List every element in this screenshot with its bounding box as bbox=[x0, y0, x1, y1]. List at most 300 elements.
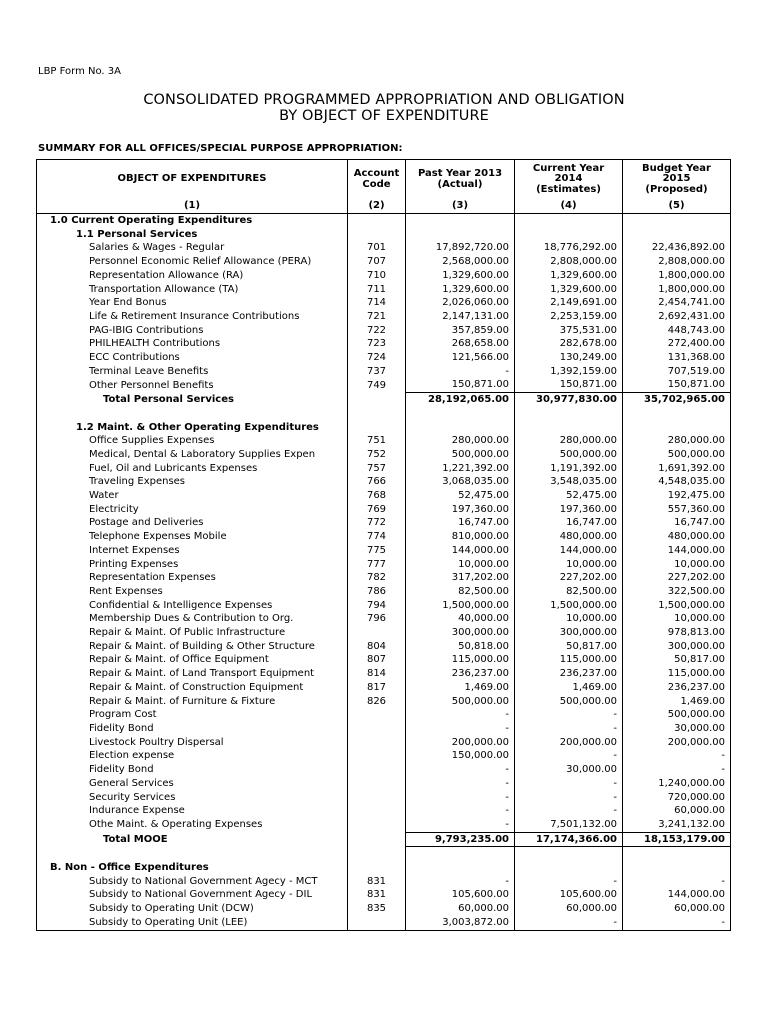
expense-label: Election expense bbox=[37, 749, 348, 763]
amount-2014: - bbox=[515, 791, 623, 805]
amount-2013: 105,600.00 bbox=[406, 888, 515, 902]
empty-cell bbox=[515, 407, 623, 421]
amount-2013: 500,000.00 bbox=[406, 695, 515, 709]
expense-label: Repair & Maint. of Building & Other Structure bbox=[37, 640, 348, 654]
expense-label: Other Personnel Benefits bbox=[37, 378, 348, 392]
amount-2013: 16,747.00 bbox=[406, 516, 515, 530]
amount-2015: 448,743.00 bbox=[667, 324, 725, 336]
amount-2013: 1,221,392.00 bbox=[406, 462, 515, 476]
expense-label: Life & Retirement Insurance Contributions bbox=[37, 310, 348, 324]
account-code: 794 bbox=[348, 599, 406, 613]
amount-2015: 272,400.00 bbox=[667, 338, 725, 350]
total-2013: 9,793,235.00 bbox=[406, 832, 515, 847]
expense-label: Postage and Deliveries bbox=[37, 516, 348, 530]
amount-2014: 236,237.00 bbox=[515, 667, 623, 681]
amount-2014: - bbox=[515, 708, 623, 722]
account-code: 724 bbox=[348, 351, 406, 365]
account-code: 786 bbox=[348, 585, 406, 599]
account-code: 723 bbox=[348, 337, 406, 351]
account-code: 796 bbox=[348, 612, 406, 626]
account-code bbox=[348, 708, 406, 722]
header-budget-year: Budget Year 2015 (Proposed) bbox=[642, 162, 711, 195]
amount-2013: 280,000.00 bbox=[406, 434, 515, 448]
expense-label: Subsidy to National Government Agecy - DIL bbox=[37, 888, 348, 902]
account-code: 714 bbox=[348, 296, 406, 310]
expense-label: Traveling Expenses bbox=[37, 475, 348, 489]
account-code bbox=[348, 393, 406, 407]
table-row bbox=[37, 888, 731, 902]
table-row bbox=[37, 653, 731, 667]
amount-2015: 500,000.00 bbox=[667, 709, 725, 721]
amount-2013: 268,658.00 bbox=[406, 337, 515, 351]
amount-2013: 300,000.00 bbox=[406, 626, 515, 640]
empty-cell bbox=[515, 228, 623, 242]
table-row bbox=[37, 310, 731, 324]
table-row bbox=[37, 612, 731, 626]
account-code: 722 bbox=[348, 324, 406, 338]
amount-2015: 300,000.00 bbox=[667, 640, 725, 652]
table-row bbox=[37, 722, 731, 736]
amount-2013: - bbox=[406, 777, 515, 791]
empty-cell bbox=[37, 847, 348, 861]
header-account-code: Account Code bbox=[348, 160, 406, 200]
amount-2013: 52,475.00 bbox=[406, 489, 515, 503]
table-row bbox=[37, 530, 731, 544]
total-label: Total MOOE bbox=[37, 832, 348, 847]
amount-2014: 1,191,392.00 bbox=[515, 462, 623, 476]
table-row bbox=[37, 585, 731, 599]
amount-2013: 60,000.00 bbox=[406, 902, 515, 916]
amount-2015: 60,000.00 bbox=[674, 805, 725, 817]
table-row bbox=[37, 736, 731, 750]
table-row bbox=[37, 695, 731, 709]
section-heading-row bbox=[37, 861, 731, 875]
table-row bbox=[37, 708, 731, 722]
empty-cell bbox=[37, 407, 348, 421]
expense-label: Livestock Poultry Dispersal bbox=[37, 736, 348, 750]
account-code: 814 bbox=[348, 667, 406, 681]
col-num-3: (3) bbox=[406, 199, 515, 214]
section-heading-row bbox=[37, 228, 731, 242]
amount-2015: 1,800,000.00 bbox=[658, 269, 725, 281]
amount-2014: 480,000.00 bbox=[515, 530, 623, 544]
amount-2015: - bbox=[721, 875, 725, 887]
expense-label: Program Cost bbox=[37, 708, 348, 722]
amount-2013: 2,026,060.00 bbox=[406, 296, 515, 310]
empty-cell bbox=[406, 228, 515, 242]
empty-cell bbox=[623, 421, 731, 435]
account-code bbox=[348, 916, 406, 930]
amount-2014: 500,000.00 bbox=[515, 448, 623, 462]
table-row bbox=[37, 462, 731, 476]
amount-2014: 1,500,000.00 bbox=[515, 599, 623, 613]
amount-2013: 1,500,000.00 bbox=[406, 599, 515, 613]
table-row bbox=[37, 365, 731, 379]
table-row bbox=[37, 777, 731, 791]
amount-2015: 200,000.00 bbox=[667, 736, 725, 748]
amount-2015: 1,800,000.00 bbox=[658, 283, 725, 295]
amount-2014: 105,600.00 bbox=[515, 888, 623, 902]
expense-label: ECC Contributions bbox=[37, 351, 348, 365]
amount-2014: 115,000.00 bbox=[515, 653, 623, 667]
amount-2013: 197,360.00 bbox=[406, 503, 515, 517]
amount-2013: 50,818.00 bbox=[406, 640, 515, 654]
amount-2015: 2,692,431.00 bbox=[658, 310, 725, 322]
amount-2014: 52,475.00 bbox=[515, 489, 623, 503]
amount-2015: 16,747.00 bbox=[674, 517, 725, 529]
amount-2013: 1,329,600.00 bbox=[406, 269, 515, 283]
amount-2015: 192,475.00 bbox=[667, 490, 725, 502]
expense-label: Transportation Allowance (TA) bbox=[37, 283, 348, 297]
section-heading-row bbox=[37, 421, 731, 435]
table-row bbox=[37, 351, 731, 365]
table-row bbox=[37, 489, 731, 503]
account-code bbox=[348, 626, 406, 640]
account-code: 721 bbox=[348, 310, 406, 324]
expense-label: Membership Dues & Contribution to Org. bbox=[37, 612, 348, 626]
header-object: OBJECT OF EXPENDITURES bbox=[37, 160, 348, 200]
account-code: 710 bbox=[348, 269, 406, 283]
account-code: 772 bbox=[348, 516, 406, 530]
amount-2013: 810,000.00 bbox=[406, 530, 515, 544]
expense-label: Internet Expenses bbox=[37, 544, 348, 558]
expense-label: Terminal Leave Benefits bbox=[37, 365, 348, 379]
table-row bbox=[37, 255, 731, 269]
expense-label: Telephone Expenses Mobile bbox=[37, 530, 348, 544]
amount-2015: 144,000.00 bbox=[667, 889, 725, 901]
amount-2013: 200,000.00 bbox=[406, 736, 515, 750]
form-number: LBP Form No. 3A bbox=[38, 66, 121, 77]
section-label: 1.1 Personal Services bbox=[37, 228, 348, 242]
expenditure-table bbox=[36, 159, 731, 931]
amount-2014: - bbox=[515, 804, 623, 818]
amount-2014: 30,000.00 bbox=[515, 763, 623, 777]
expense-label: Indurance Expense bbox=[37, 804, 348, 818]
amount-2014: 1,392,159.00 bbox=[515, 365, 623, 379]
table-row bbox=[37, 516, 731, 530]
empty-cell bbox=[348, 421, 406, 435]
amount-2015: 1,500,000.00 bbox=[658, 599, 725, 611]
empty-cell bbox=[623, 214, 731, 228]
amount-2014: 10,000.00 bbox=[515, 612, 623, 626]
account-code bbox=[348, 749, 406, 763]
amount-2014: 2,149,691.00 bbox=[515, 296, 623, 310]
total-2015: 18,153,179.00 bbox=[623, 832, 731, 847]
empty-cell bbox=[406, 847, 515, 861]
section-label: 1.0 Current Operating Expenditures bbox=[37, 214, 348, 228]
empty-cell bbox=[406, 214, 515, 228]
empty-cell bbox=[515, 861, 623, 875]
amount-2014: 2,808,000.00 bbox=[515, 255, 623, 269]
table-body bbox=[37, 214, 731, 931]
empty-cell bbox=[348, 214, 406, 228]
summary-heading: SUMMARY FOR ALL OFFICES/SPECIAL PURPOSE APPROPRIATION: bbox=[38, 143, 403, 154]
amount-2014: 150,871.00 bbox=[515, 378, 623, 392]
amount-2015: 707,519.00 bbox=[667, 365, 725, 377]
amount-2014: - bbox=[515, 722, 623, 736]
account-code: 737 bbox=[348, 365, 406, 379]
spacer-row bbox=[37, 407, 731, 421]
amount-2015: 720,000.00 bbox=[667, 791, 725, 803]
table-row bbox=[37, 558, 731, 572]
amount-2015: 50,817.00 bbox=[674, 654, 725, 666]
empty-cell bbox=[406, 407, 515, 421]
table-row bbox=[37, 916, 731, 930]
empty-cell bbox=[348, 407, 406, 421]
table-row bbox=[37, 804, 731, 818]
empty-cell bbox=[515, 847, 623, 861]
amount-2013: 357,859.00 bbox=[406, 324, 515, 338]
amount-2015: 280,000.00 bbox=[667, 435, 725, 447]
expense-label: Subsidy to National Government Agecy - MCT bbox=[37, 875, 348, 889]
account-code bbox=[348, 791, 406, 805]
table-row bbox=[37, 626, 731, 640]
amount-2013: 10,000.00 bbox=[406, 558, 515, 572]
amount-2014: 130,249.00 bbox=[515, 351, 623, 365]
table-row bbox=[37, 763, 731, 777]
amount-2013: 121,566.00 bbox=[406, 351, 515, 365]
empty-cell bbox=[406, 421, 515, 435]
account-code: 766 bbox=[348, 475, 406, 489]
empty-cell bbox=[348, 861, 406, 875]
table-row bbox=[37, 475, 731, 489]
amount-2014: 300,000.00 bbox=[515, 626, 623, 640]
table-row bbox=[37, 875, 731, 889]
col-num-2: (2) bbox=[348, 199, 406, 214]
document-subtitle: BY OBJECT OF EXPENDITURE bbox=[279, 108, 489, 124]
amount-2013: 500,000.00 bbox=[406, 448, 515, 462]
amount-2014: 200,000.00 bbox=[515, 736, 623, 750]
expense-label: Repair & Maint. of Furniture & Fixture bbox=[37, 695, 348, 709]
amount-2013: - bbox=[406, 722, 515, 736]
amount-2014: 227,202.00 bbox=[515, 571, 623, 585]
account-code: 804 bbox=[348, 640, 406, 654]
amount-2015: 10,000.00 bbox=[674, 558, 725, 570]
amount-2015: - bbox=[721, 764, 725, 776]
table-row bbox=[37, 296, 731, 310]
account-code: 826 bbox=[348, 695, 406, 709]
table-row bbox=[37, 749, 731, 763]
amount-2014: 375,531.00 bbox=[515, 324, 623, 338]
amount-2014: 82,500.00 bbox=[515, 585, 623, 599]
table-row bbox=[37, 681, 731, 695]
expense-label: Fidelity Bond bbox=[37, 763, 348, 777]
amount-2015: 144,000.00 bbox=[667, 544, 725, 556]
section-heading-row bbox=[37, 214, 731, 228]
amount-2015: 1,469.00 bbox=[680, 695, 725, 707]
expense-label: Repair & Maint. of Office Equipment bbox=[37, 653, 348, 667]
account-code bbox=[348, 763, 406, 777]
amount-2013: 115,000.00 bbox=[406, 653, 515, 667]
amount-2013: 236,237.00 bbox=[406, 667, 515, 681]
amount-2015: 1,240,000.00 bbox=[658, 777, 725, 789]
amount-2013: - bbox=[406, 708, 515, 722]
amount-2013: 2,147,131.00 bbox=[406, 310, 515, 324]
table-row bbox=[37, 337, 731, 351]
table-row bbox=[37, 902, 731, 916]
table-row bbox=[37, 599, 731, 613]
expense-label: Representation Allowance (RA) bbox=[37, 269, 348, 283]
account-code: 817 bbox=[348, 681, 406, 695]
amount-2014: 280,000.00 bbox=[515, 434, 623, 448]
table-row bbox=[37, 378, 731, 392]
expense-label: Water bbox=[37, 489, 348, 503]
total-label: Total Personal Services bbox=[37, 393, 348, 407]
empty-cell bbox=[406, 861, 515, 875]
amount-2014: - bbox=[515, 749, 623, 763]
account-code: 707 bbox=[348, 255, 406, 269]
expense-label: Confidential & Intelligence Expenses bbox=[37, 599, 348, 613]
table-row bbox=[37, 818, 731, 832]
amount-2015: - bbox=[721, 916, 725, 928]
amount-2014: 144,000.00 bbox=[515, 544, 623, 558]
table-row bbox=[37, 283, 731, 297]
expense-label: Repair & Maint. Of Public Infrastructure bbox=[37, 626, 348, 640]
amount-2013: - bbox=[406, 791, 515, 805]
header-current-year: Current Year 2014 (Estimates) bbox=[515, 160, 623, 200]
account-code: 752 bbox=[348, 448, 406, 462]
section-label: 1.2 Maint. & Other Operating Expenditures bbox=[37, 421, 348, 435]
amount-2015: 115,000.00 bbox=[667, 668, 725, 680]
expense-label: Printing Expenses bbox=[37, 558, 348, 572]
amount-2015: 2,454,741.00 bbox=[658, 297, 725, 309]
amount-2014: 50,817.00 bbox=[515, 640, 623, 654]
account-code: 775 bbox=[348, 544, 406, 558]
amount-2015: 10,000.00 bbox=[674, 613, 725, 625]
amount-2014: 3,548,035.00 bbox=[515, 475, 623, 489]
amount-2013: 17,892,720.00 bbox=[406, 241, 515, 255]
header-past-year: Past Year 2013 (Actual) bbox=[406, 160, 515, 200]
amount-2013: 82,500.00 bbox=[406, 585, 515, 599]
account-code bbox=[348, 777, 406, 791]
col-num-1: (1) bbox=[37, 199, 348, 214]
empty-cell bbox=[515, 421, 623, 435]
expense-label: PHILHEALTH Contributions bbox=[37, 337, 348, 351]
expense-label: Representation Expenses bbox=[37, 571, 348, 585]
account-code: 835 bbox=[348, 902, 406, 916]
account-code bbox=[348, 722, 406, 736]
amount-2015: - bbox=[721, 750, 725, 762]
table-row bbox=[37, 640, 731, 654]
account-code: 777 bbox=[348, 558, 406, 572]
expense-label: Repair & Maint. of Land Transport Equipment bbox=[37, 667, 348, 681]
expense-label: Fidelity Bond bbox=[37, 722, 348, 736]
account-code: 831 bbox=[348, 888, 406, 902]
amount-2014: 10,000.00 bbox=[515, 558, 623, 572]
empty-cell bbox=[515, 214, 623, 228]
expense-label: Subsidy to Operating Unit (LEE) bbox=[37, 916, 348, 930]
expense-label: Year End Bonus bbox=[37, 296, 348, 310]
amount-2015: 480,000.00 bbox=[667, 531, 725, 543]
amount-2013: 1,469.00 bbox=[406, 681, 515, 695]
amount-2015: 322,500.00 bbox=[667, 585, 725, 597]
account-code: 774 bbox=[348, 530, 406, 544]
expense-label: PAG-IBIG Contributions bbox=[37, 324, 348, 338]
amount-2013: 150,000.00 bbox=[406, 749, 515, 763]
amount-2014: - bbox=[515, 777, 623, 791]
expense-label: Fuel, Oil and Lubricants Expenses bbox=[37, 462, 348, 476]
amount-2015: 3,241,132.00 bbox=[658, 818, 725, 830]
amount-2014: 2,253,159.00 bbox=[515, 310, 623, 324]
amount-2014: 1,469.00 bbox=[515, 681, 623, 695]
account-code: 701 bbox=[348, 241, 406, 255]
account-code bbox=[348, 818, 406, 832]
amount-2014: 197,360.00 bbox=[515, 503, 623, 517]
amount-2014: - bbox=[515, 916, 623, 930]
amount-2014: 282,678.00 bbox=[515, 337, 623, 351]
total-2014: 17,174,366.00 bbox=[515, 832, 623, 847]
table-row bbox=[37, 667, 731, 681]
table-row bbox=[37, 324, 731, 338]
amount-2015: 22,436,892.00 bbox=[651, 242, 725, 254]
amount-2013: - bbox=[406, 763, 515, 777]
expense-label: Medical, Dental & Laboratory Supplies Expen bbox=[37, 448, 348, 462]
amount-2015: 4,548,035.00 bbox=[658, 476, 725, 488]
header-row bbox=[37, 160, 731, 200]
column-number-row bbox=[37, 199, 731, 214]
amount-2013: - bbox=[406, 365, 515, 379]
account-code bbox=[348, 832, 406, 847]
amount-2014: - bbox=[515, 875, 623, 889]
total-2013: 28,192,065.00 bbox=[406, 393, 515, 407]
account-code bbox=[348, 804, 406, 818]
amount-2015: 557,360.00 bbox=[667, 503, 725, 515]
table-row bbox=[37, 269, 731, 283]
amount-2015: 2,808,000.00 bbox=[658, 256, 725, 268]
amount-2013: 1,329,600.00 bbox=[406, 283, 515, 297]
empty-cell bbox=[623, 407, 731, 421]
expense-label: General Services bbox=[37, 777, 348, 791]
amount-2013: 144,000.00 bbox=[406, 544, 515, 558]
amount-2013: 40,000.00 bbox=[406, 612, 515, 626]
amount-2015: 1,691,392.00 bbox=[658, 462, 725, 474]
empty-cell bbox=[623, 861, 731, 875]
expense-label: Security Services bbox=[37, 791, 348, 805]
expense-label: Personnel Economic Relief Allowance (PERA) bbox=[37, 255, 348, 269]
table-row bbox=[37, 791, 731, 805]
empty-cell bbox=[623, 228, 731, 242]
amount-2015: 150,871.00 bbox=[667, 379, 725, 391]
col-num-5: (5) bbox=[623, 199, 731, 214]
section-label: B. Non - Office Expenditures bbox=[37, 861, 348, 875]
amount-2015: 131,368.00 bbox=[667, 352, 725, 364]
account-code: 751 bbox=[348, 434, 406, 448]
amount-2013: - bbox=[406, 875, 515, 889]
total-row bbox=[37, 393, 731, 407]
amount-2015: 227,202.00 bbox=[667, 572, 725, 584]
empty-cell bbox=[348, 847, 406, 861]
amount-2014: 1,329,600.00 bbox=[515, 269, 623, 283]
table-row bbox=[37, 241, 731, 255]
amount-2015: 30,000.00 bbox=[674, 723, 725, 734]
amount-2014: 60,000.00 bbox=[515, 902, 623, 916]
spacer-row bbox=[37, 847, 731, 861]
total-2014: 30,977,830.00 bbox=[515, 393, 623, 407]
table-row bbox=[37, 571, 731, 585]
account-code: 711 bbox=[348, 283, 406, 297]
amount-2013: - bbox=[406, 818, 515, 832]
empty-cell bbox=[623, 847, 731, 861]
account-code: 782 bbox=[348, 571, 406, 585]
expense-label: Rent Expenses bbox=[37, 585, 348, 599]
amount-2015: 60,000.00 bbox=[674, 903, 725, 915]
total-row bbox=[37, 832, 731, 847]
empty-cell bbox=[348, 228, 406, 242]
table-row bbox=[37, 503, 731, 517]
amount-2015: 978,813.00 bbox=[667, 627, 725, 639]
amount-2015: 500,000.00 bbox=[667, 448, 725, 460]
amount-2013: 150,871.00 bbox=[406, 378, 515, 392]
